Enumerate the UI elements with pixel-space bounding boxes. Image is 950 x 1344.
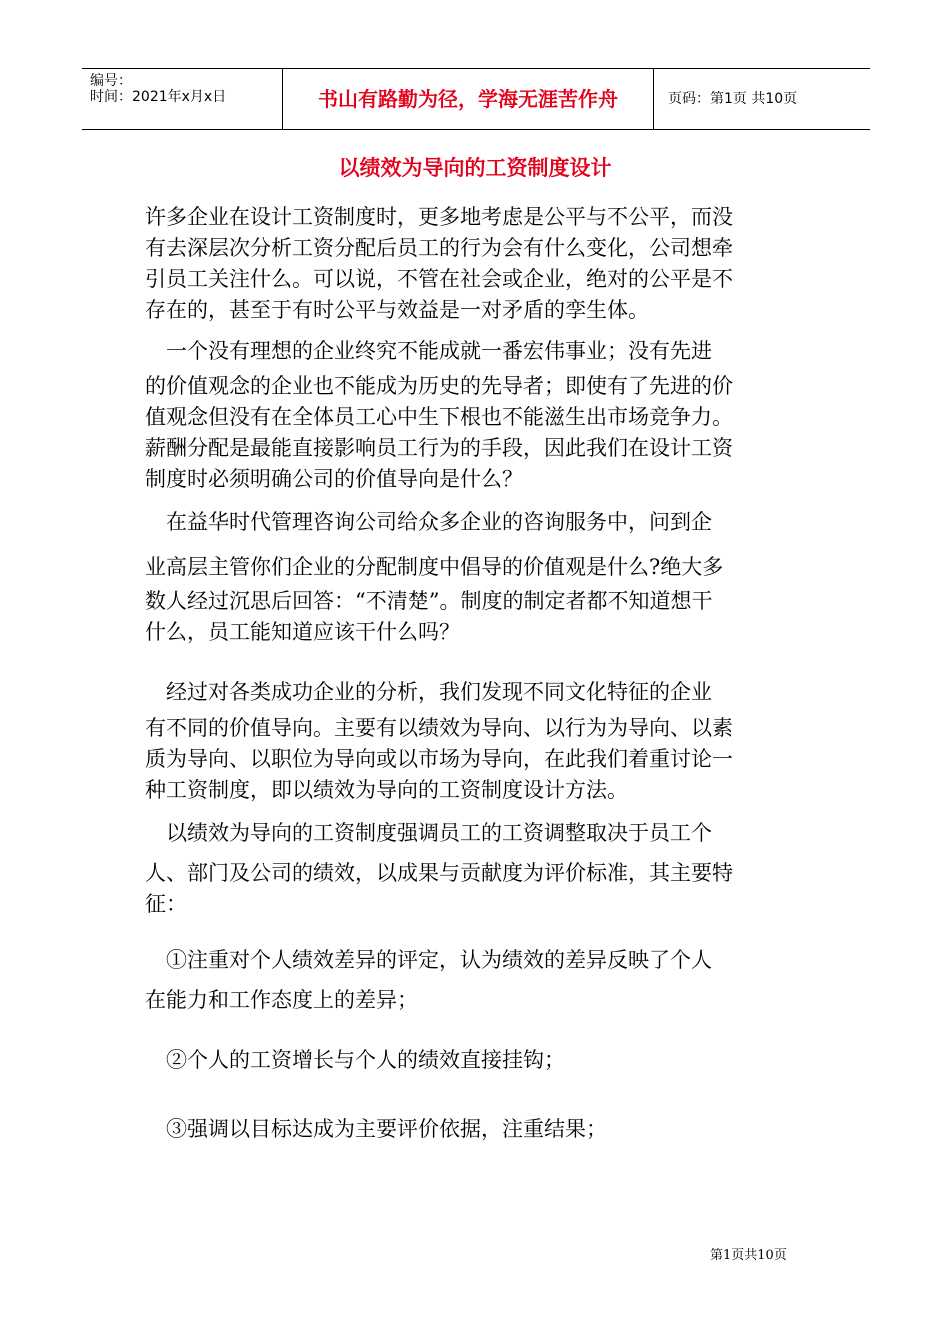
paragraph-3 xyxy=(145,507,813,648)
text-line: ②个人的工资增长与个人的绩效直接挂钩； xyxy=(145,1048,565,1072)
text-line: 有不同的价值导向。主要有以绩效为导向、以行为为导向、以素 xyxy=(145,716,733,740)
text-line: 以绩效为导向的工资制度强调员工的工资调整取决于员工个 xyxy=(145,821,712,845)
page-info: 页码：第1页 共10页 xyxy=(668,91,798,107)
text-line: 许多企业在设计工资制度时，更多地考虑是公平与不公平，而没 xyxy=(145,205,733,229)
paragraph-1 xyxy=(145,202,813,326)
paragraph-6 xyxy=(145,945,813,1016)
paragraph-5 xyxy=(145,818,813,920)
text-line: 征： xyxy=(145,892,187,916)
text-line: ①注重对个人绩效差异的评定，认为绩效的差异反映了个人 xyxy=(145,948,712,972)
paragraph-2 xyxy=(145,336,813,495)
text-line: 人、部门及公司的绩效，以成果与贡献度为评价标准，其主要特 xyxy=(145,861,733,885)
text-line: 存在的，甚至于有时公平与效益是一对矛盾的孪生体。 xyxy=(145,298,649,322)
text-line: 在能力和工作态度上的差异； xyxy=(145,988,418,1012)
document-title: 以绩效为导向的工资制度设计 xyxy=(338,156,612,180)
text-line: 经过对各类成功企业的分析，我们发现不同文化特征的企业 xyxy=(145,680,712,704)
text-line: 业高层主管你们企业的分配制度中倡导的价值观是什么?绝大多 xyxy=(145,555,724,579)
header-motto-cell xyxy=(282,69,654,129)
text-line: 在益华时代管理咨询公司给众多企业的咨询服务中，问到企 xyxy=(145,510,712,534)
text-line: 制度时必须明确公司的价值导向是什么？ xyxy=(145,467,523,491)
text-line: 值观念但没有在全体员工心中生下根也不能滋生出市场竞争力。 xyxy=(145,405,733,429)
text-line: 一个没有理想的企业终究不能成就一番宏伟事业；没有先进 xyxy=(145,339,712,363)
text-line: 有去深层次分析工资分配后员工的行为会有什么变化，公司想牵 xyxy=(145,236,733,260)
page-header xyxy=(82,68,870,130)
header-meta xyxy=(82,69,282,129)
time-label: 时间：2021年x月x日 xyxy=(90,89,227,105)
text-line: 什么，员工能知道应该干什么吗？ xyxy=(145,620,460,644)
paragraph-4 xyxy=(145,677,813,806)
paragraph-7 xyxy=(145,1045,813,1076)
paragraph-8 xyxy=(145,1114,813,1145)
text-line: ③强调以目标达成为主要评价依据，注重结果； xyxy=(145,1117,607,1141)
motto: 书山有路勤为径，学海无涯苦作舟 xyxy=(318,87,618,111)
text-line: 种工资制度，即以绩效为导向的工资制度设计方法。 xyxy=(145,778,628,802)
text-line: 的价值观念的企业也不能成为历史的先导者；即使有了先进的价 xyxy=(145,374,733,398)
text-line: 引员工关注什么。可以说，不管在社会或企业，绝对的公平是不 xyxy=(145,267,733,291)
text-line: 薪酬分配是最能直接影响员工行为的手段，因此我们在设计工资 xyxy=(145,436,733,460)
number-label: 编号： xyxy=(90,73,132,89)
page-footer: 第1页共10页 xyxy=(710,1248,787,1263)
header-page-cell xyxy=(654,69,870,129)
text-line: 数人经过沉思后回答：“不清楚”。制度的制定者都不知道想干 xyxy=(145,589,713,613)
text-line: 质为导向、以职位为导向或以市场为导向，在此我们着重讨论一 xyxy=(145,747,733,771)
